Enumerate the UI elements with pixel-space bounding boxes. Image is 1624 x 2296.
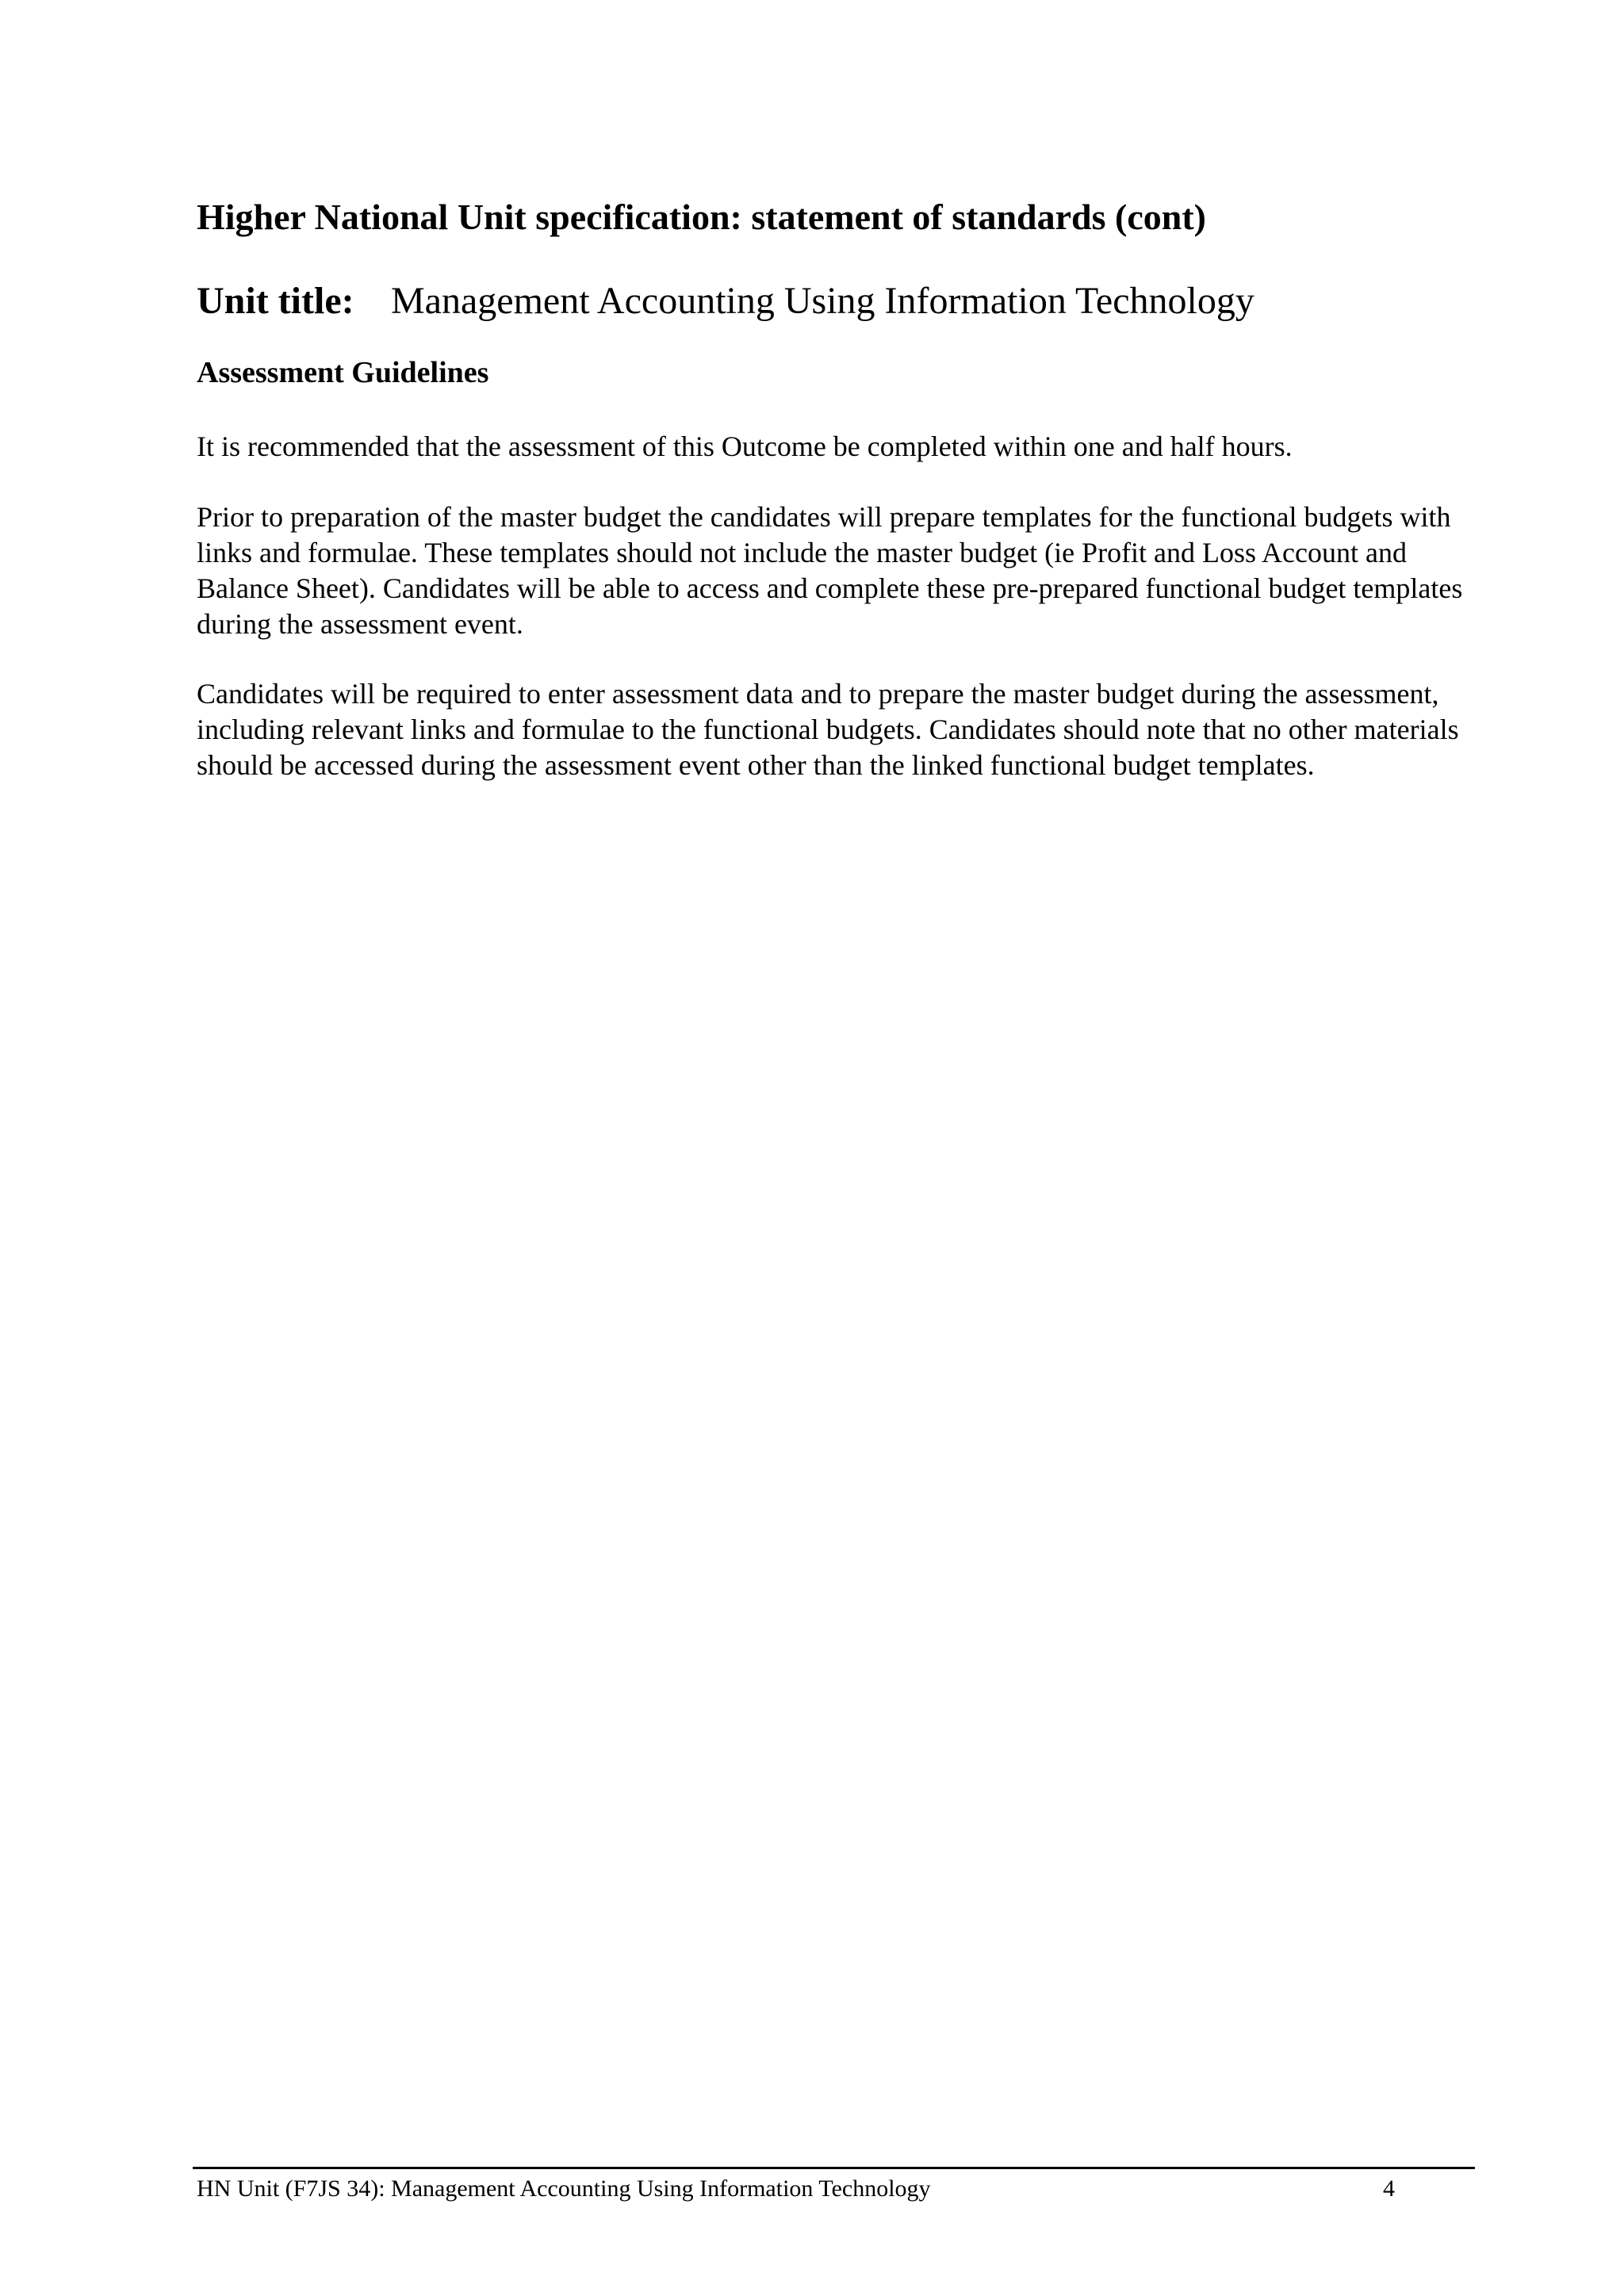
paragraph-templates-preparation: Prior to preparation of the master budget the candidates will prepare templates for the functional budgets with links and formulae. These templates should not include the master budget (ie Profit and Loss Account and Balance Sheet). Candidates will be able to access and complete these pre-prepared functional budget templates during the assessment event. (197, 501, 1463, 640)
paragraph-master-budget-requirements: Candidates will be required to enter assessment data and to prepare the master budget during the assessment, including relevant links and formulae to the functional budgets. Candidates should note that no other materials should be accessed during the assessment event other than the linked functional budget templates. (197, 678, 1459, 781)
main-heading: Higher National Unit specification: statement of standards (cont) (197, 197, 1206, 237)
paragraph-assessment-duration: It is recommended that the assessment of this Outcome be completed within one and half hours. (197, 430, 1293, 462)
unit-title-label: Unit title: (197, 280, 354, 322)
unit-title-value: Management Accounting Using Information Technology (391, 280, 1254, 322)
footer-divider (193, 2167, 1475, 2169)
footer-unit-reference: HN Unit (F7JS 34): Management Accounting Using Information Technology (197, 2175, 931, 2202)
footer-page-number: 4 (1383, 2175, 1395, 2202)
section-heading-assessment-guidelines: Assessment Guidelines (197, 356, 489, 389)
unit-title-row (197, 279, 1254, 323)
